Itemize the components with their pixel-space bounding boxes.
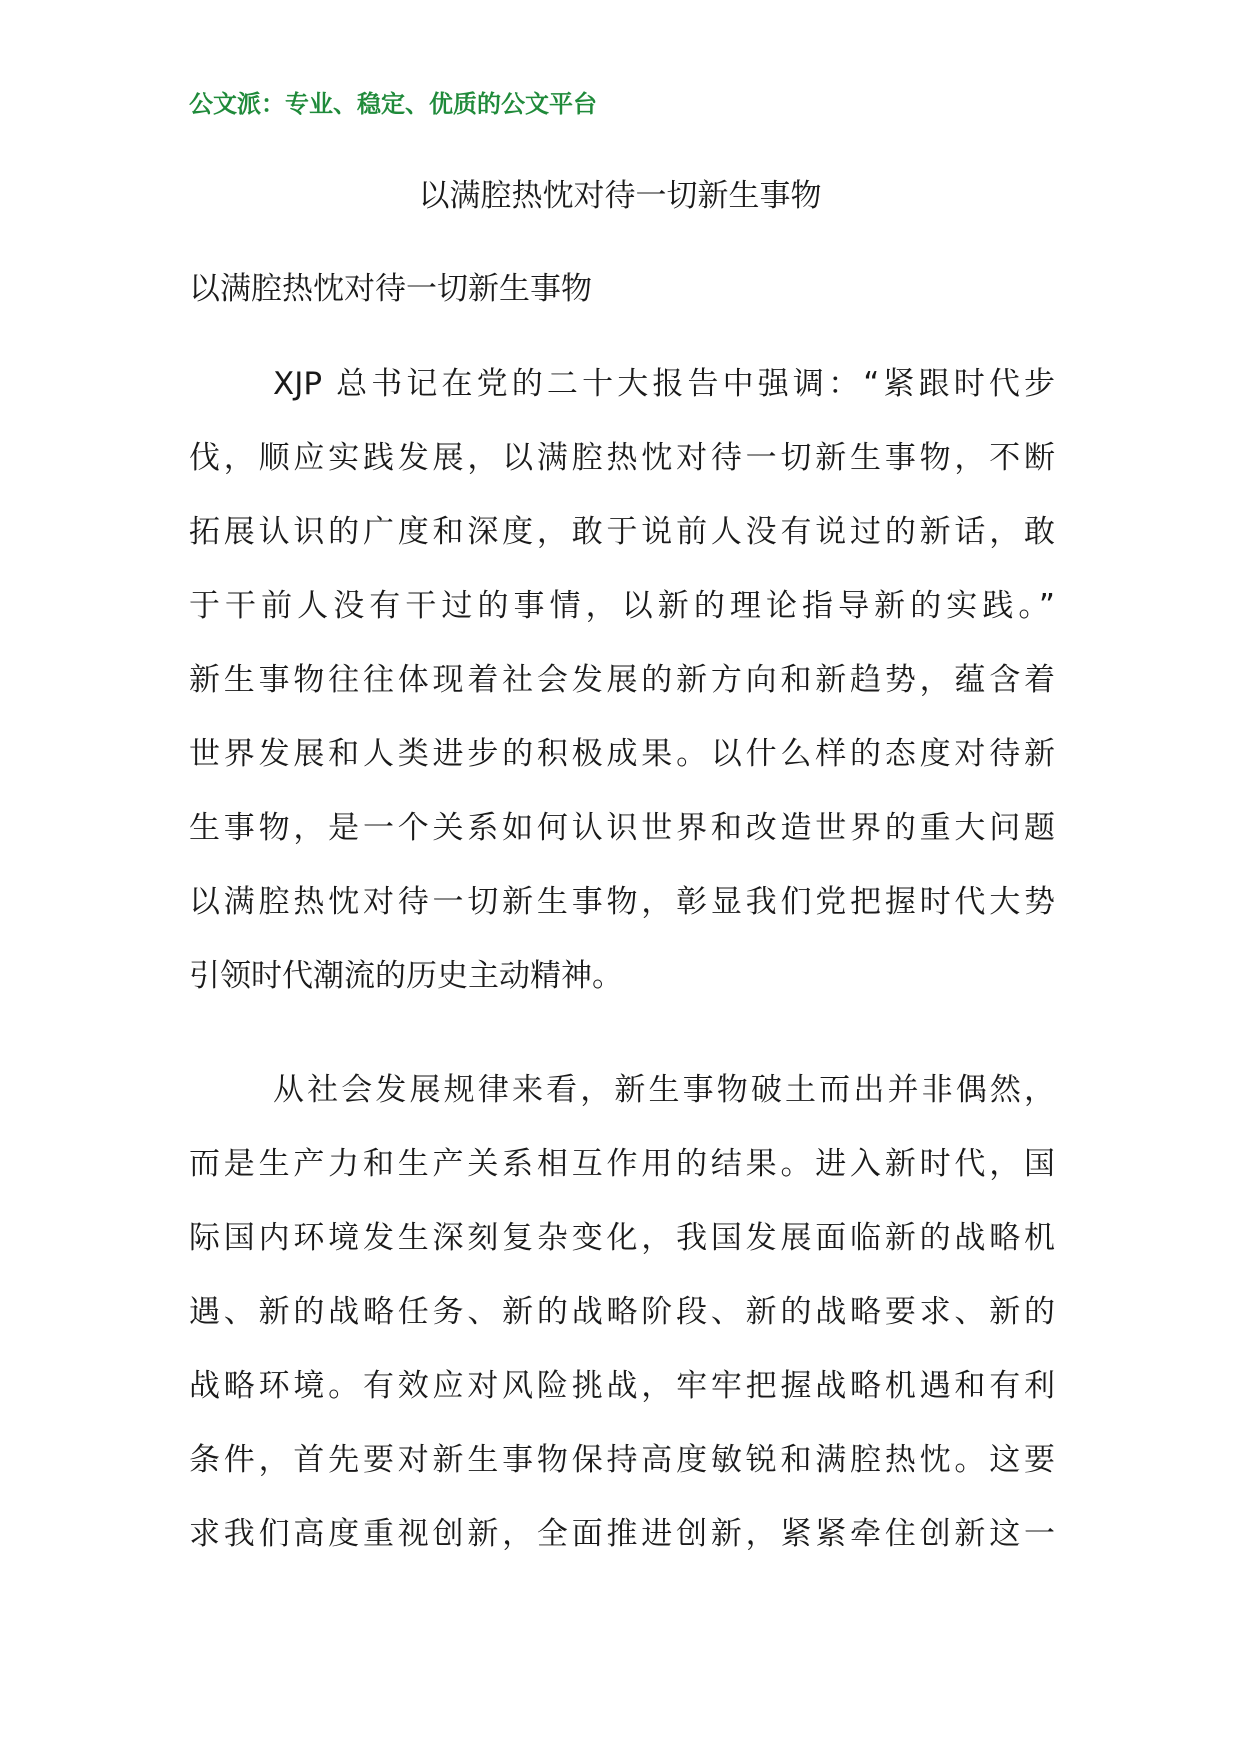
paragraph-line: XJP 总书记在党的二十大报告中强调：“紧跟时代步 — [273, 366, 1055, 402]
paragraph-line: 际国内环境发生深刻复杂变化，我国发展面临新的战略机 — [189, 1220, 1055, 1256]
paragraph-line: 求我们高度重视创新，全面推进创新，紧紧牵住创新这一 — [189, 1516, 1055, 1552]
paragraph-line: 于干前人没有干过的事情，以新的理论指导新的实践。” — [189, 588, 1055, 624]
paragraph-1 — [189, 347, 1055, 1013]
document-title: 以满腔热忱对待一切新生事物 — [418, 178, 822, 214]
paragraph-line: 拓展认识的广度和深度，敢于说前人没有说过的新话，敢 — [189, 514, 1055, 550]
document-subtitle: 以满腔热忱对待一切新生事物 — [189, 271, 592, 307]
paragraph-line: 生事物，是一个关系如何认识世界和改造世界的重大问题 — [189, 810, 1055, 846]
paragraph-line: 而是生产力和生产关系相互作用的结果。进入新时代，国 — [189, 1146, 1055, 1182]
paragraph-line: 遇、新的战略任务、新的战略阶段、新的战略要求、新的 — [189, 1294, 1055, 1330]
paragraph-line: 从社会发展规律来看，新生事物破土而出并非偶然， — [273, 1072, 1055, 1108]
paragraph-line: 引领时代潮流的历史主动精神。 — [189, 958, 623, 994]
paragraph-line: 伐，顺应实践发展，以满腔热忱对待一切新生事物，不断 — [189, 440, 1055, 476]
paragraph-line: 世界发展和人类进步的积极成果。以什么样的态度对待新 — [189, 736, 1055, 772]
paragraph-line: 条件，首先要对新生事物保持高度敏锐和满腔热忱。这要 — [189, 1442, 1055, 1478]
paragraph-line: 新生事物往往体现着社会发展的新方向和新趋势，蕴含着 — [189, 662, 1055, 698]
paragraph-line: 战略环境。有效应对风险挑战，牢牢把握战略机遇和有利 — [189, 1368, 1055, 1404]
paragraph-line: 以满腔热忱对待一切新生事物，彰显我们党把握时代大势 — [189, 884, 1055, 920]
paragraph-2 — [189, 1053, 1055, 1571]
brand-header: 公文派：专业、稳定、优质的公文平台 — [189, 90, 597, 118]
